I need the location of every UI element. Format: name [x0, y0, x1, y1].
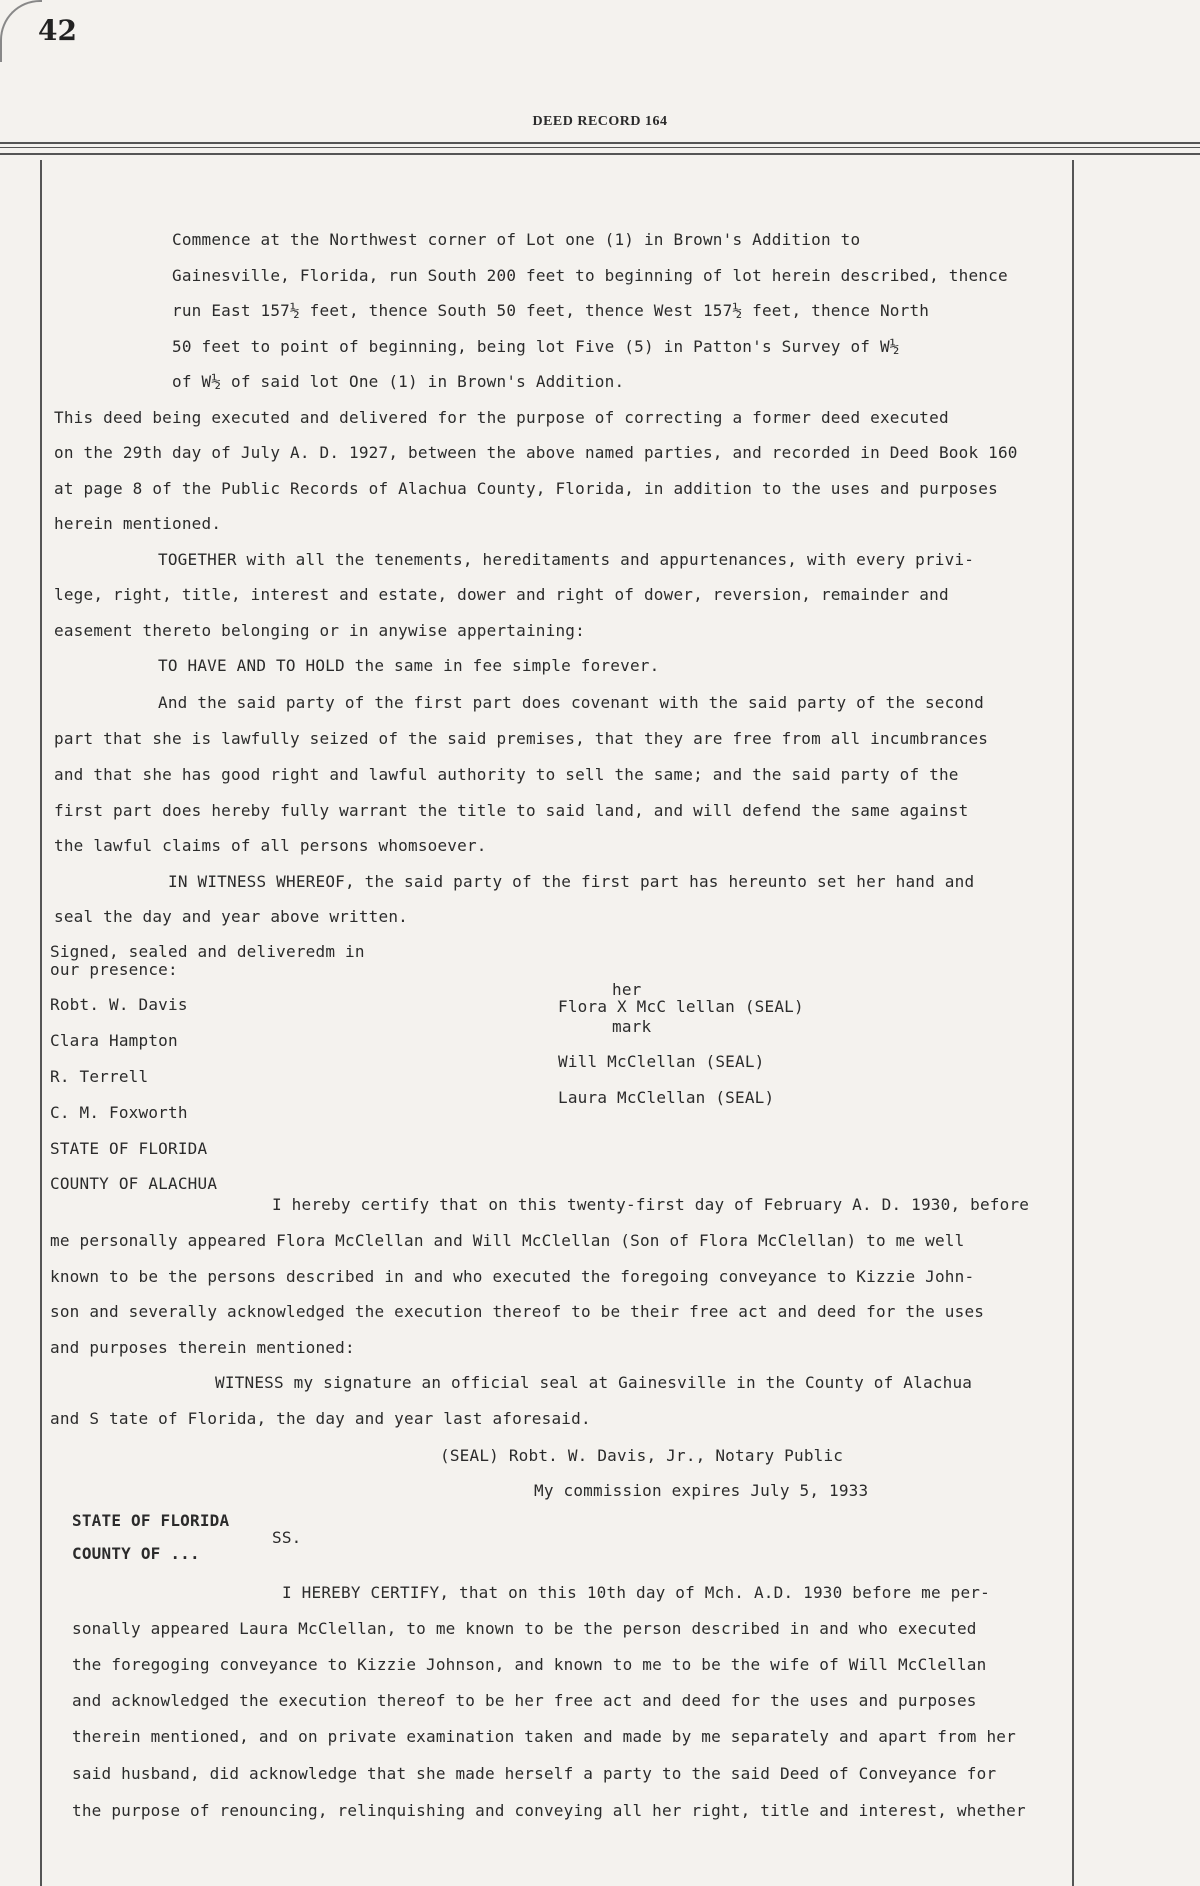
text-line: This deed being executed and delivered for the purpose of correcting a former deed executed	[54, 408, 949, 427]
header-rule-middle	[0, 147, 1200, 148]
text-line: and purposes therein mentioned:	[50, 1338, 355, 1357]
text-line: the lawful claims of all persons whomsoever.	[54, 836, 487, 855]
page-corner-curl	[0, 0, 42, 62]
text-line: COUNTY OF ALACHUA	[50, 1174, 218, 1193]
text-line: the purpose of renouncing, relinquishing and conveying all her right, title and interest, whether	[72, 1801, 1026, 1820]
text-line: Will McClellan (SEAL)	[558, 1052, 765, 1071]
header-rule-bottom	[0, 153, 1200, 155]
text-line: I HEREBY CERTIFY, that on this 10th day of Mch. A.D. 1930 before me per-	[282, 1583, 990, 1602]
text-line: known to be the persons described in and who executed the foregoing conveyance to Kizzie John-	[50, 1267, 975, 1286]
text-line: our presence:	[50, 960, 178, 979]
text-line: her	[612, 980, 642, 999]
text-line: My commission expires July 5, 1933	[534, 1481, 869, 1500]
text-line: (SEAL) Robt. W. Davis, Jr., Notary Public	[440, 1446, 844, 1465]
text-line: said husband, did acknowledge that she made herself a party to the said Deed of Conveyance for	[72, 1764, 997, 1783]
text-line: on the 29th day of July A. D. 1927, between the above named parties, and recorded in Deed Book 160	[54, 443, 1018, 462]
record-title: DEED RECORD 164	[532, 114, 668, 129]
text-line: Robt. W. Davis	[50, 995, 188, 1014]
text-line: COUNTY OF ...	[72, 1544, 200, 1563]
text-line: Gainesville, Florida, run South 200 feet to beginning of lot herein described, thence	[172, 266, 1008, 285]
text-line: easement thereto belonging or in anywise appertaining:	[54, 621, 585, 640]
text-line: TO HAVE AND TO HOLD the same in fee simple forever.	[158, 656, 660, 675]
text-line: part that she is lawfully seized of the said premises, that they are free from all incumbrances	[54, 729, 989, 748]
text-line: STATE OF FLORIDA	[72, 1511, 230, 1530]
text-line: Signed, sealed and deliveredm in	[50, 942, 365, 961]
text-line: the foregoging conveyance to Kizzie Johnson, and known to me to be the wife of Will McClellan	[72, 1655, 987, 1674]
text-line: TOGETHER with all the tenements, hereditaments and appurtenances, with every privi-	[158, 550, 975, 569]
text-line: R. Terrell	[50, 1067, 149, 1086]
text-line: of W½ of said lot One (1) in Brown's Addition.	[172, 372, 625, 391]
text-line: WITNESS my signature an official seal at Gainesville in the County of Alachua	[215, 1373, 973, 1392]
text-line: I hereby certify that on this twenty-first day of February A. D. 1930, before	[272, 1195, 1030, 1214]
header-rule-top	[0, 142, 1200, 144]
text-line: therein mentioned, and on private examination taken and made by me separately and apart from her	[72, 1727, 1016, 1746]
page-number: 42	[38, 14, 77, 47]
text-line: SS.	[272, 1528, 302, 1547]
text-line: son and severally acknowledged the execution thereof to be their free act and deed for the uses	[50, 1302, 985, 1321]
right-margin-rule	[1072, 160, 1074, 1886]
text-line: and S tate of Florida, the day and year last aforesaid.	[50, 1409, 591, 1428]
text-line: herein mentioned.	[54, 514, 222, 533]
text-line: me personally appeared Flora McClellan and Will McClellan (Son of Flora McClellan) to me well	[50, 1231, 965, 1250]
left-margin-rule	[40, 160, 42, 1886]
text-line: run East 157½ feet, thence South 50 feet, thence West 157½ feet, thence North	[172, 301, 930, 320]
text-line: and that she has good right and lawful authority to sell the same; and the said party of the	[54, 765, 959, 784]
text-line: sonally appeared Laura McClellan, to me known to be the person described in and who executed	[72, 1619, 977, 1638]
text-line: at page 8 of the Public Records of Alachua County, Florida, in addition to the uses and purposes	[54, 479, 998, 498]
text-line: lege, right, title, interest and estate, dower and right of dower, reversion, remainder and	[54, 585, 949, 604]
text-line: mark	[612, 1017, 652, 1036]
text-line: And the said party of the first part does covenant with the said party of the second	[158, 693, 984, 712]
text-line: first part does hereby fully warrant the title to said land, and will defend the same against	[54, 801, 969, 820]
text-line: C. M. Foxworth	[50, 1103, 188, 1122]
text-line: Flora X McC lellan (SEAL)	[558, 997, 804, 1016]
text-line: Clara Hampton	[50, 1031, 178, 1050]
text-line: IN WITNESS WHEREOF, the said party of the first part has hereunto set her hand and	[168, 872, 975, 891]
text-line: seal the day and year above written.	[54, 907, 408, 926]
text-line: 50 feet to point of beginning, being lot Five (5) in Patton's Survey of W½	[172, 337, 900, 356]
text-line: STATE OF FLORIDA	[50, 1139, 208, 1158]
text-line: and acknowledged the execution thereof to be her free act and deed for the uses and purposes	[72, 1691, 977, 1710]
text-line: Commence at the Northwest corner of Lot one (1) in Brown's Addition to	[172, 230, 861, 249]
text-line: Laura McClellan (SEAL)	[558, 1088, 775, 1107]
